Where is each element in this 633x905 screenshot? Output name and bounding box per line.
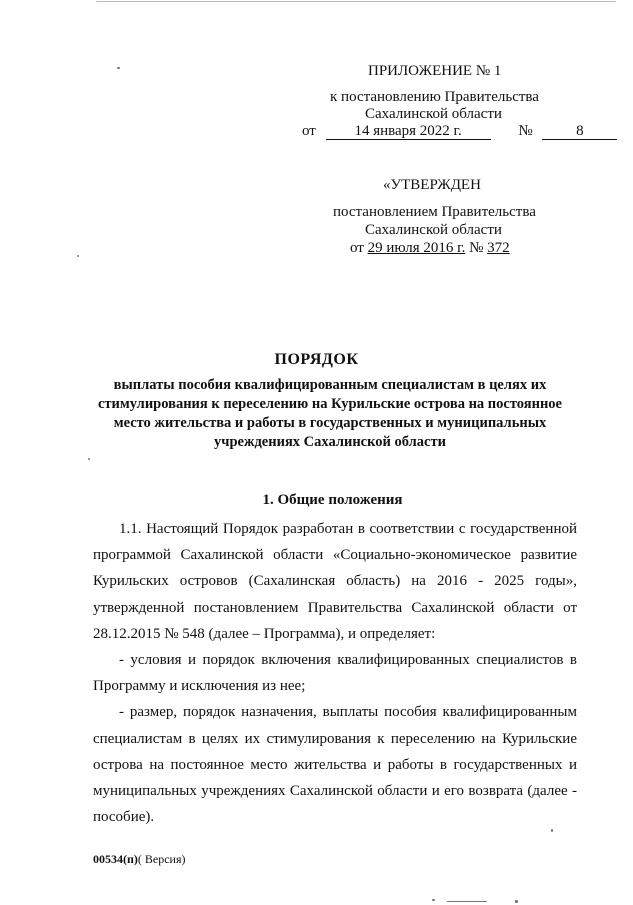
paragraph-line: 28.12.2015 № 548 (далее – Программа), и определяет: bbox=[93, 625, 436, 642]
scan-speck bbox=[77, 255, 79, 257]
section-body bbox=[93, 516, 577, 830]
approved-region: Сахалинской области bbox=[365, 222, 502, 238]
scan-speck bbox=[432, 899, 435, 901]
document-footer bbox=[93, 852, 186, 867]
scan-speck bbox=[551, 829, 553, 832]
appendix-region: Сахалинской области bbox=[365, 106, 502, 122]
appendix-from-label: от bbox=[302, 123, 316, 139]
paragraph-line: Курильских островов (Сахалинская область) на 2016 - 2025 годы», bbox=[93, 573, 577, 590]
approved-by-decree: постановлением Правительства bbox=[333, 204, 536, 220]
paragraph-line: пособие). bbox=[93, 809, 155, 826]
scan-speck bbox=[117, 67, 120, 69]
document-subtitle bbox=[90, 376, 570, 452]
scan-speck bbox=[447, 901, 487, 902]
footer-code: 00534(п) bbox=[93, 852, 138, 866]
scan-speck bbox=[88, 458, 90, 460]
document-title: ПОРЯДОК bbox=[274, 351, 359, 368]
paragraph-line: муниципальных учреждениях Сахалинской области и его возврата (далее - bbox=[93, 783, 577, 800]
appendix-date: 14 января 2022 г. bbox=[326, 123, 491, 140]
paragraph-line: специалистам в целях их стимулирования к переселению на Курильские bbox=[93, 730, 577, 747]
paragraph-line: 1.1. Настоящий Порядок разработан в соответствии с государственной bbox=[119, 521, 577, 537]
document-subtitle-line: место жительства и работы в государственных и муниципальных bbox=[113, 415, 547, 431]
approved-title: «УТВЕРЖДЕН bbox=[383, 177, 481, 193]
approved-number: 372 bbox=[487, 240, 510, 256]
appendix-to-decree: к постановлению Правительства bbox=[330, 89, 539, 105]
approved-from-label: от bbox=[350, 240, 364, 256]
appendix-title: ПРИЛОЖЕНИЕ № 1 bbox=[368, 63, 502, 79]
document-subtitle-line: выплаты пособия квалифицированным специалистам в целях их bbox=[113, 377, 547, 393]
scan-speck bbox=[515, 900, 518, 903]
paragraph-line: утвержденной постановлением Правительства Сахалинской области от bbox=[93, 599, 577, 616]
footer-version: ( Версия) bbox=[137, 852, 186, 866]
paragraph-line: острова на постоянное место жительства и работы в государственных и bbox=[93, 756, 577, 773]
approved-number-label: № bbox=[469, 240, 484, 256]
appendix-number: 8 bbox=[542, 123, 617, 140]
paragraph-line: - размер, порядок назначения, выплаты пособия квалифицированным bbox=[119, 704, 577, 721]
scan-edge bbox=[96, 1, 616, 2]
approved-date: 29 июля 2016 г. bbox=[367, 240, 466, 256]
approved-date-line bbox=[350, 239, 510, 257]
appendix-date-line bbox=[302, 122, 617, 140]
section-title: 1. Общие положения bbox=[262, 492, 403, 508]
paragraph-line: Программу и исключения из нее; bbox=[93, 678, 306, 695]
paragraph-line: программой Сахалинской области «Социально-экономическое развитие bbox=[93, 547, 577, 564]
paragraph-line: - условия и порядок включения квалифицированных специалистов в bbox=[119, 652, 577, 669]
appendix-number-label: № bbox=[518, 123, 533, 139]
document-subtitle-line: стимулирования к переселению на Курильские острова на постоянное bbox=[98, 396, 562, 412]
document-subtitle-line: учреждениях Сахалинской области bbox=[214, 434, 446, 450]
